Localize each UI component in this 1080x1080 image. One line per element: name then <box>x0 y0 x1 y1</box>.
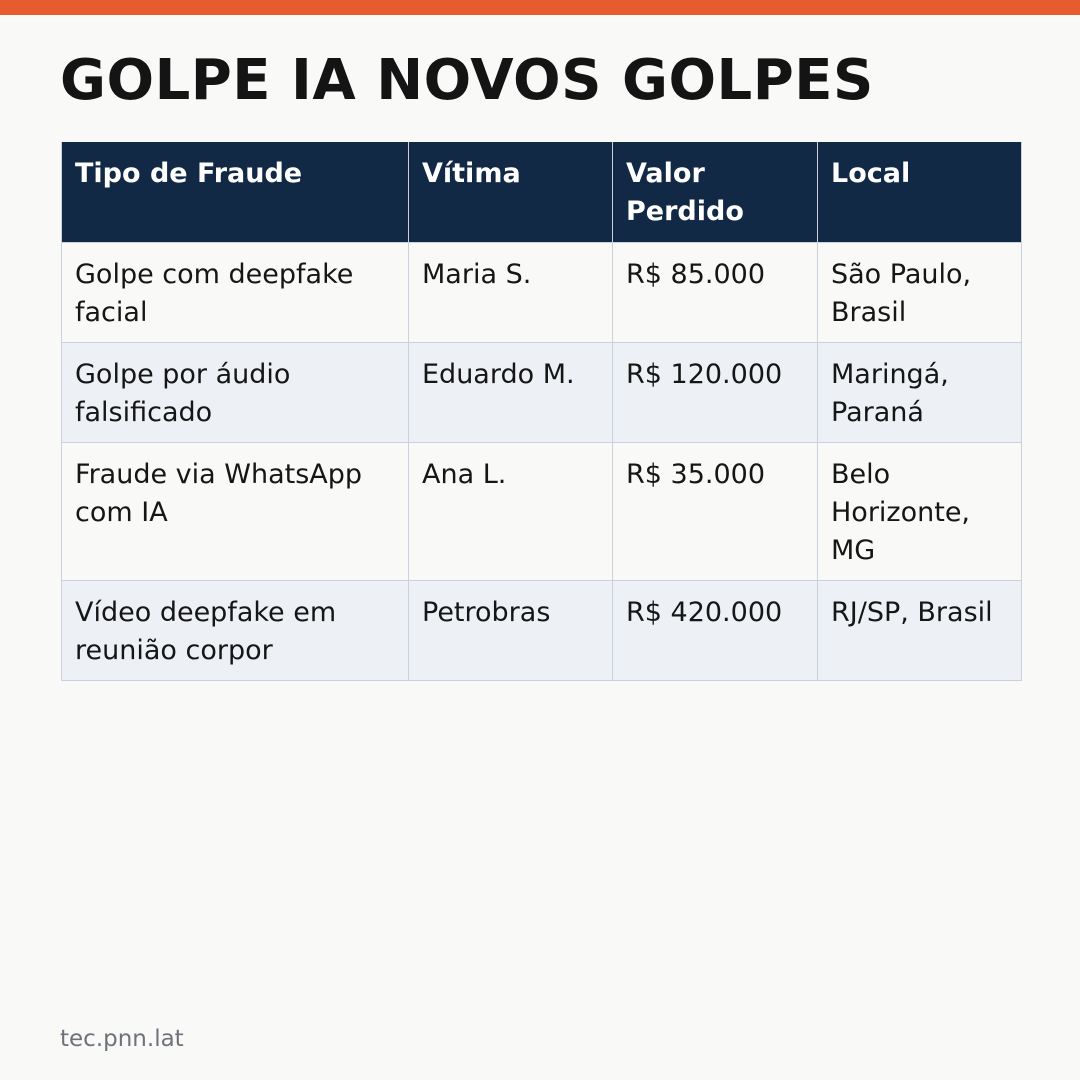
cell-amount-lost: R$ 85.000 <box>613 242 818 342</box>
cell-location: São Paulo, Brasil <box>818 242 1022 342</box>
cell-victim: Eduardo M. <box>409 342 613 442</box>
fraud-table <box>61 142 1022 681</box>
cell-victim: Maria S. <box>409 242 613 342</box>
header-location: Local <box>818 142 1022 242</box>
cell-location: RJ/SP, Brasil <box>818 580 1022 680</box>
footer-domain: tec.pnn.lat <box>60 1026 184 1052</box>
header-victim: Vítima <box>409 142 613 242</box>
cell-victim: Ana L. <box>409 442 613 580</box>
cell-fraud-type: Golpe por áudio falsificado <box>62 342 409 442</box>
cell-location: Belo Horizonte, MG <box>818 442 1022 580</box>
cell-amount-lost: R$ 420.000 <box>613 580 818 680</box>
cell-amount-lost: R$ 120.000 <box>613 342 818 442</box>
cell-fraud-type: Vídeo deepfake em reunião corpor <box>62 580 409 680</box>
header-amount-lost: Valor Perdido <box>613 142 818 242</box>
page-title: GOLPE IA NOVOS GOLPES <box>60 48 874 113</box>
table-row <box>62 242 1022 342</box>
table-row <box>62 342 1022 442</box>
cell-victim: Petrobras <box>409 580 613 680</box>
accent-top-bar <box>0 0 1080 15</box>
cell-fraud-type: Fraude via WhatsApp com IA <box>62 442 409 580</box>
cell-location: Maringá, Paraná <box>818 342 1022 442</box>
table-row <box>62 442 1022 580</box>
table-row <box>62 580 1022 680</box>
table-header-row <box>62 142 1022 242</box>
cell-fraud-type: Golpe com deepfake facial <box>62 242 409 342</box>
header-fraud-type: Tipo de Fraude <box>62 142 409 242</box>
cell-amount-lost: R$ 35.000 <box>613 442 818 580</box>
